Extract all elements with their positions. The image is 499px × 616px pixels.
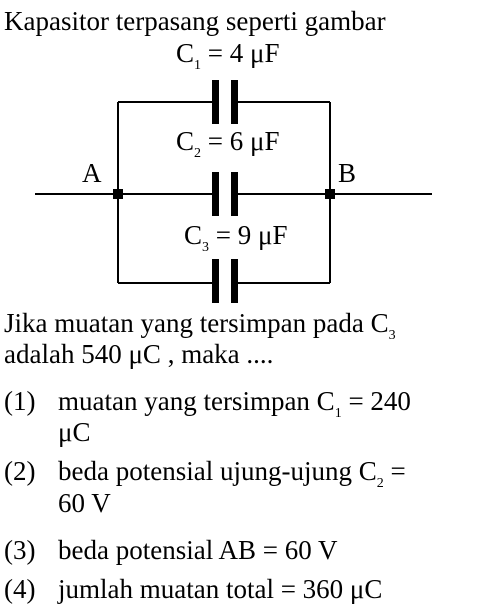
c2-plate-right — [231, 172, 238, 216]
question-line-1: Jika muatan yang tersimpan pada $C_3$ — [4, 308, 396, 343]
option-2: (2) beda potensial ujung-ujung $C_2$ = — [4, 456, 406, 491]
c1-plate-right — [231, 80, 238, 124]
c3-plate-left — [212, 259, 219, 303]
option-1: (1) muatan yang tersimpan $C_1 = 240$ — [4, 386, 411, 421]
c2-label: $C_2 = 6$ μF — [176, 126, 280, 161]
question-line-2: adalah 540 μC , maka .... — [4, 339, 274, 369]
c3-label: $C_3 = 9$ μF — [184, 220, 288, 255]
node-a-label: A — [82, 158, 102, 188]
node-b-junction — [325, 189, 335, 199]
problem-header: Kapasitor terpasang seperti gambar — [4, 6, 386, 36]
option-1-continuation: μC — [58, 417, 91, 447]
c1-label: $C_1 = 4$ μF — [176, 38, 280, 73]
c1-plate-left — [212, 80, 219, 124]
node-b-label: B — [338, 158, 357, 188]
node-a-junction — [113, 189, 123, 199]
c2-plate-left — [212, 172, 219, 216]
option-2-continuation: 60 V — [58, 488, 111, 518]
option-4: (4) jumlah muatan total = 360 μC — [4, 574, 383, 604]
c3-plate-right — [231, 259, 238, 303]
option-3: (3) beda potensial AB = 60 V — [4, 535, 338, 565]
